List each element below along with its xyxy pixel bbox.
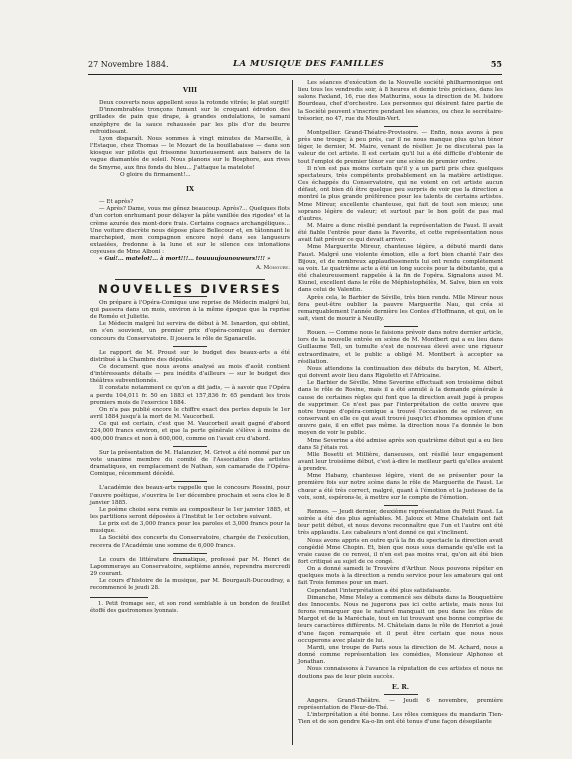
news-item: Le cours d'histoire de la musique, par M. Bourgault-Ducoudray, a recommencé le jeudi 28. bbox=[90, 578, 290, 592]
news-item: Le poème choisi sera remis au compositeur le 1er janvier 1885, et les partitions seront déposées à l'Institut le 1er octobre suivant. bbox=[90, 506, 290, 520]
paragraph: — Après? Dame, vous me gênez beaucoup. Après?... Quelques flots d'un corton enrhumant pour délayer la pâte vanillée des rigodes¹ et la crème azurée des mont-dore frais. Certains cognacs archangéliques... Une voiture discrète nous dépose place Bellecour et, en tâtonnant le marchepied, mon compagnon encore noyé dans ses langueurs extasiées, fredonne à la lune et sur le silence ces intonations coyeuses de Mme Alboni : bbox=[90, 206, 290, 256]
paragraph: Le Barbier de Séville. Mme Severine effectuait son troisième début dans le rôle de Rosine, mais il a été annulé à la demande générale à cause de certaines règles qui font que la direction avait jugé à propos de supprimer. Ce n'est pas par l'interprétation de cette œuvre que notre troupe d'opéra-comique a trouvé l'occasion de se relever, en conservant en elle ce qui avait trouvé jusqu'ici d'hommes opinion d'une œuvre gaie, il en effet pas même. la direction nous l'a donnée le bon moyen de voir le public. bbox=[298, 380, 503, 437]
running-header bbox=[88, 58, 502, 72]
news-item: Il constate notamment ce qu'on a dit jadis, — à savoir que l'Opéra a perdu 104,011 fr. 50 en 1883 et 157,836 fr. 65 pendant les trois premiers mois de l'exercice 1884. bbox=[90, 385, 290, 406]
paragraph: Après cela, le Barbier de Séville, très bien rendu. Mlle Mireur nous fera peut-être oublier la pauvre Marguerite Nau, qui créa si remarquablement l'année dernière les Contes d'Hoffmann, et qui, on le sait, vient de mourir à Neuilly. bbox=[298, 294, 503, 322]
divider bbox=[115, 279, 265, 280]
publication-title: LA MUSIQUE DES FAMILLES bbox=[233, 59, 385, 69]
footnote: 1. Petit fromage sec, et son rond semblable à un bondon de feuillet étoffé des gastronomes lyonnais. bbox=[90, 600, 290, 614]
section-headline: NOUVELLES DIVERSES bbox=[98, 281, 282, 296]
issue-date: 27 Novembre 1884. bbox=[88, 60, 169, 69]
paragraph: Les séances d'exécution de la Nouvelle société philharmonique ont lieu tous les vendredis soir, à 8 heures et demie très précises, dans les salons Faxland, 16, rue des Mathurins, sous la direction de M. Isidore Bourdeau, chef d'orchestre. Les personnes qui désirent faire partie de la Société peuvent s'inscrire pendant les séances, ou chez le secrétaire-trésorier, no 47, rue du Moulin-Vert. bbox=[298, 80, 503, 122]
divider bbox=[384, 126, 418, 127]
paragraph: On a donné samedi le Trouvère d'Arthur. Nous pouvons répéter en quelques mots à la direction a rendu service pour les amateurs qui ont fait Trois femmes pour un mari. bbox=[298, 566, 503, 587]
paragraph: — Et après? bbox=[99, 199, 134, 206]
paragraph: Cependant l'interprétation a été plus satisfaisante. bbox=[307, 587, 452, 594]
news-item: Le rapport de M. Proust sur le budget des beaux-arts a été distribué à la Chambre des députés. bbox=[90, 349, 290, 363]
paragraph: Montpellier. Grand-Théatre-Provisoire. — Enfin, nous avons à peu près une troupe; à peu près, car il ne nous manque plus qu'un ténor léger, le dernier, M. Maire, venant de résilier. Je ne discuterai pas la valeur de cet artiste. Il est certain qu'il lui a été difficile d'obtenir de tout l'emploi de premier ténor sur une scène de premier ordre. bbox=[298, 129, 503, 165]
paragraph: Mlle Bosetti et Millière, danseuses, ont résilié leur engagement avant leur troisième début, c'est à-dire le meilleur parti qu'elles avaient à prendre. bbox=[298, 451, 503, 473]
news-item: On n'a pas publié encore le chiffre exact des pertes depuis le 1er avril 1884 jusqu'à la mort de M. Vaucorbeil. bbox=[90, 406, 290, 421]
paragraph: Lyon disparaît. Nous sommes à vingt minutes de Marseille, à l'Estaque, chez Thomas — le Mozart de la bouillabaisse — dans son kiosque sur pilotis qui frissonne luxurieusement aux baisers de la vague diamantée de soleil. Nous planons sur le Bosphore, aux rives de Smyrne, aux fins fonds du bleu... J'attaque la matelote! bbox=[90, 135, 290, 171]
paragraph: « Gui!... matelot!... à mort!!!... touuuujounouwurs!!!! » bbox=[99, 256, 271, 263]
paragraph: Dimanche, Mme Meley a commencé ses débuts dans la Bouquetière des Innocents. Nous ne jugerons pas ici cette artiste, mais nous lui ferons remarquer que le naturel manquait un peu dans les rôles de Margot et de la Maréchale, tout en lui trouvant une bonne comprise de leurs caractères différents. M. Châtelain dans le rôle de Henriot a joué d'une façon remarquée et il peut être certain que nous nous occuperons avec plaisir de lui. bbox=[298, 594, 503, 644]
news-item: Ce qui est certain, c'est que M. Vaucorbeil avait gagné d'abord 224,000 francs environ, et que la perte générale s'élève à moins de 400,000 francs et non à 600,000, comme on l'avait cru d'abord. bbox=[90, 421, 290, 442]
news-item: Le cours de littérature dramatique, professé par M. Henri de Lapommeraye au Conservatoire, septième année, reprendra mercredi 29 courant. bbox=[90, 556, 290, 578]
news-item: La Société des concerts du Conservatoire, chargée de l'exécution, recevra de l'Académie une somme de 6,000 francs. bbox=[90, 535, 290, 549]
left-column bbox=[90, 80, 290, 615]
paragraph: Rennes. — Jeudi dernier, deuxième représentation du Petit Faust. La soirée a été des plus agréables. M. Jaloux et Mme Chatelain ont fait leur petit début, et nous devons reconnaître que l'un et l'autre ont été très applaudis. Les cabaleurs n'ont donné ce qui s'inclinent. bbox=[298, 508, 503, 537]
divider bbox=[173, 346, 207, 347]
paragraph: Nous connaissons à l'avance la réputation de ces artistes et nous ne doutions pas de leur plein succès. bbox=[298, 666, 503, 680]
paragraph: Mme Habany, chanteuse légère, vient de se présenter pour la première fois sur notre scène dans le rôle de Marguerite de Faust. Le chœur a été très correct, malgré, quant à l'émotion et la justesse de la voix, sont, espérons-le, à mettre sur le compte de l'émotion. bbox=[298, 473, 503, 501]
paragraph: Nous attendons la continuation des débuts du baryton, M. Albert, qui doivent avoir lieu dans Rigoletto et l'Africaine. bbox=[298, 365, 503, 380]
page-number: 55 bbox=[490, 59, 502, 69]
author-signature: A. Monoury. bbox=[255, 265, 290, 272]
paragraph: L'interprétation a été bonne. Les rôles comiques du mandarin Tien-Tien et de son gendre Ka-o-lin ont été tenus d'une façon désopilante bbox=[298, 712, 503, 726]
right-column bbox=[298, 80, 503, 726]
paragraph: Nous avons appris en outre qu'à la fin du spectacle la direction avait congédié Mme Chopin. Et, bien que nous sous demande qu'elle est la vraie cause de ce renvoi, il n'en est pas moins vrai, qu'on ait été bien fort critiqué au sujet de ce congé. bbox=[298, 537, 503, 565]
news-item: Le Médecin malgré lui servira de début à M. Isnardon, qui obtint, on s'en souvient, un premier prix d'opéra-comique au dernier concours du Conservatoire. Il jouera le rôle de Sganarelle. bbox=[90, 321, 290, 342]
paragraph: Rouen. — Comme nous le faisions prévoir dans notre dernier article, lors de la nouvelle entrée en scène de M. Montbert qui a eu lieu dans Guillaume Tell, un tumulte s'est de nouveau élevé avec une rigueur extraordinaire, et le public a obligé M. Montbert à accepter sa résiliation. bbox=[298, 330, 503, 365]
paragraph: Deux couverts nous appellent sous la rotonde vitrée; le plat surgit! bbox=[99, 100, 290, 107]
paragraph: D'innombrables tronçons fument sur le croquant édredon des grillades de pain que drape, à grandes ondulations, le samani enzéphyre de la sauce rehaussée par les plis d'or du beurre refroidissant. bbox=[90, 107, 290, 135]
paragraph: Mme Marguerite Mireur, chanteuse légère, a débuté mardi dans Faust. Malgré une violente émotion, elle a fort bien chanté l'air des Bijoux, et de nombreux applaudissements lui ont rendu complètement sa voix. Le quatrième acte a été un long succès pour la débutante, qui a été chaleureusement rappelée à la fin de l'opéra. Signalons aussi M. Kiunel, excellent dans le rôle de Méphistophélès, M. Salve, bien en voix dans celui de Valentin. bbox=[298, 244, 503, 294]
divider bbox=[173, 481, 207, 482]
paragraph: O gloire du firmament!... bbox=[120, 171, 191, 178]
footnote-rule bbox=[90, 597, 148, 598]
paragraph: Il n'en est pas moins certain qu'il y a un parti pris chez quelques spectateurs, très compétents probablement en la matière artistique. Ces échappés du Conservatoire, qui ne voient en cet artiste aucun défaut, ont bien dû être quelque peu surpris de voir que la direction a montré la plus grande préférence pour les talents de certains artistes. Mme Mireur, excellente chanteuse, qui fait de tout son mieux; une soprano légère de valeur; et surtout par le bon goût de pas mal d'autres. bbox=[298, 165, 503, 222]
divider bbox=[173, 446, 207, 447]
divider bbox=[173, 553, 207, 554]
paragraph: M. Maire a donc résilié pendant la représentation de Faust. Il avait été fiable l'entrée pour dans la Favorite, et cette représentation nous avait fait prévoir ce qui devait arriver. bbox=[298, 222, 503, 244]
news-item: Sur la présentation de M. Halanzier, M. Grivot a été nommé par un vote unanime membre du comité de l'Association des artistes dramatiques, en remplacement de Nathan, son camarade de l'Opéra-Comique, récemment décédé. bbox=[90, 449, 290, 478]
divider bbox=[173, 296, 207, 297]
news-item: Le prix est de 3,000 francs pour les paroles et 3,000 francs pour la musique. bbox=[90, 521, 290, 535]
paragraph: Angers. Grand-Théâtre. — Jeudi 6 novembre, première représentation de Fleur-de-Thé. bbox=[298, 697, 503, 711]
news-item: L'académie des beaux-arts rappelle que le concours Rossini, pour l'œuvre poétique, s'ouvrira le 1er décembre prochain et sera clos le 8 janvier 1885. bbox=[90, 485, 290, 506]
correspondent-signature: E. R. bbox=[391, 682, 410, 691]
news-item: On prépare à l'Opéra-Comique une reprise de Médecin malgré lui, qui passera dans un mois, environ à la même époque que la reprise de Roméo et Juliette. bbox=[90, 299, 290, 321]
column-divider bbox=[292, 80, 293, 745]
divider bbox=[384, 505, 418, 506]
divider bbox=[384, 694, 418, 695]
paragraph: Mardi, une troupe de Paris sous la direction de M. Achard, nous a donné comme représentation les comédies, Monsieur Alphonse et Jonathan. bbox=[298, 644, 503, 666]
section-heading-ix: IX bbox=[185, 184, 195, 193]
news-item: Ce document que nous avons analysé au mois d'août contient d'intéressants détails — peu inédits d'ailleurs — sur le budget des théâtres subventionnés. bbox=[90, 364, 290, 385]
paragraph: Mme Severine a été admise après son quatrième début qui a eu lieu dans Si j'étais roi. bbox=[298, 437, 503, 451]
header-rule bbox=[88, 74, 502, 75]
divider bbox=[384, 326, 418, 327]
section-heading-viii: VIII bbox=[182, 86, 198, 94]
